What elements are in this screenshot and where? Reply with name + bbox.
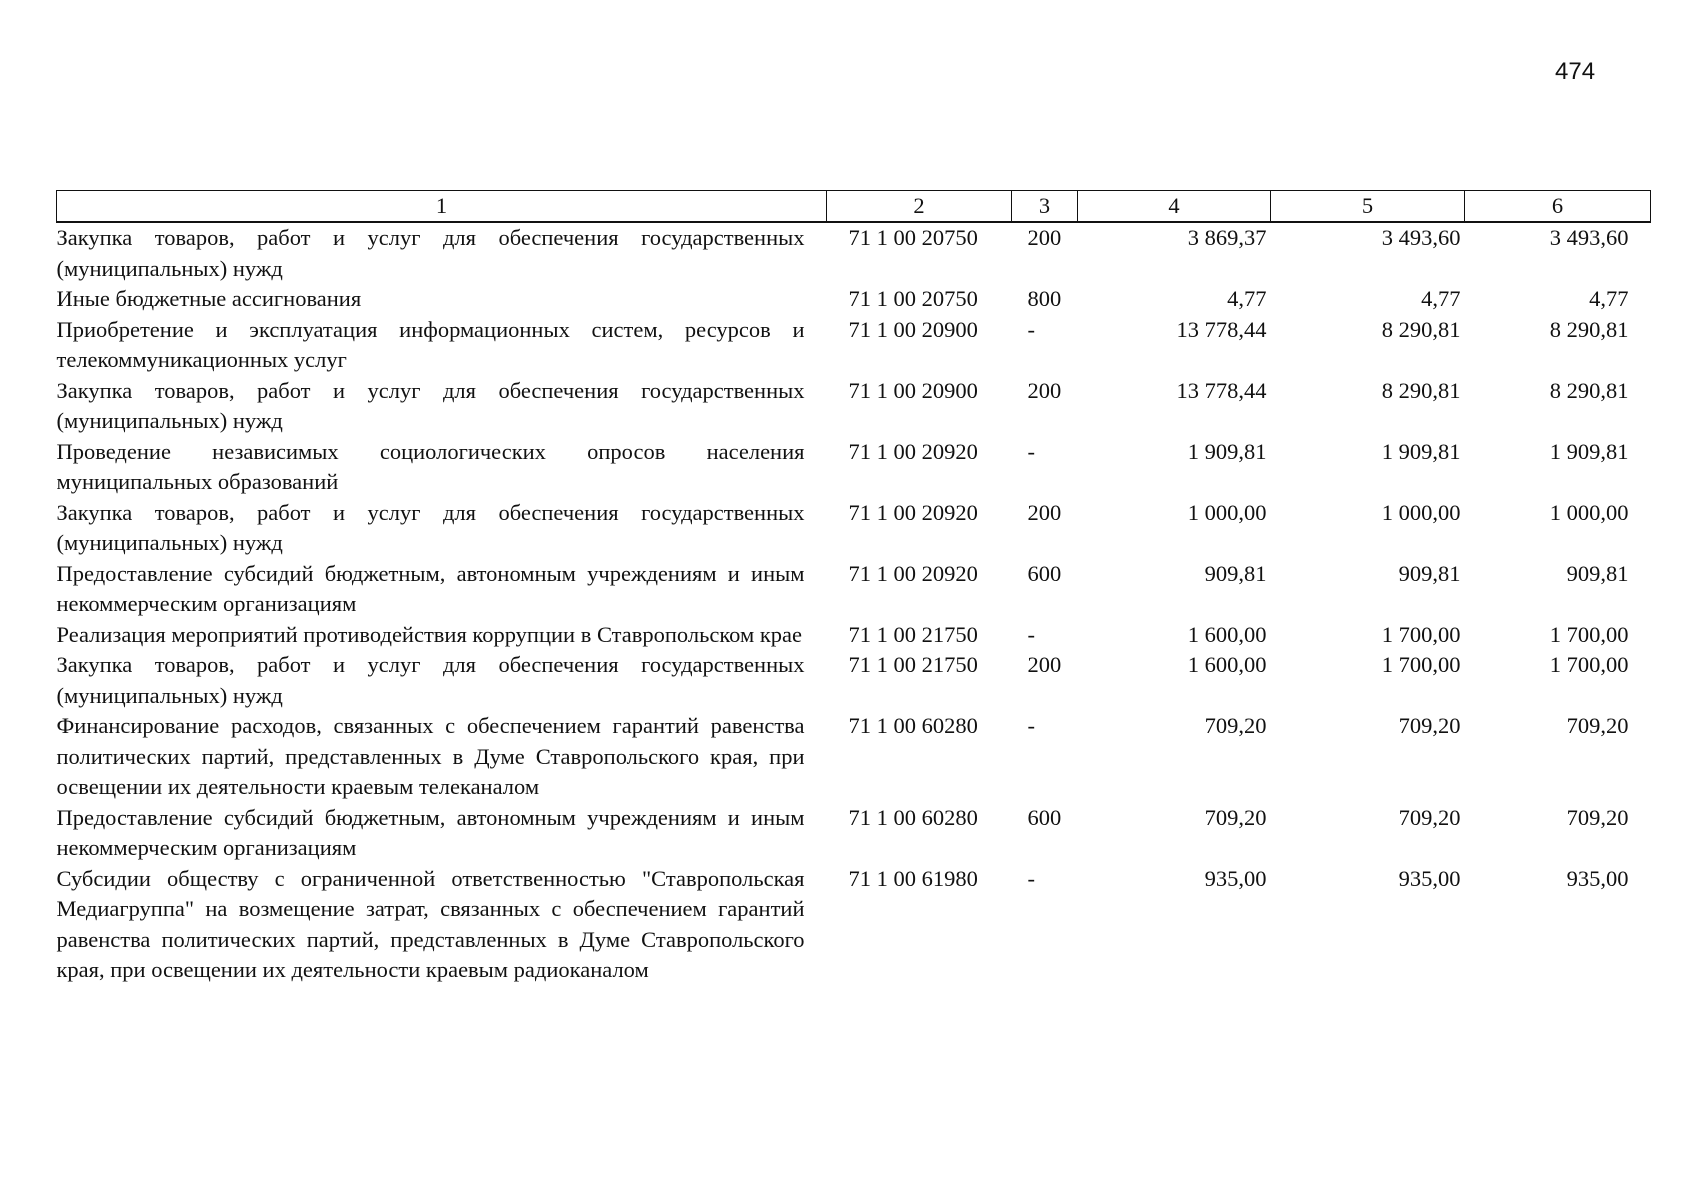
amount-col5-cell: 3 493,60 (1381, 225, 1461, 250)
amount-col4-cell: 909,81 (1204, 560, 1267, 586)
expense-name-cell: Проведение независимых социологических опросов населения муниципальных образований (56, 438, 805, 494)
target-code-cell: 71 1 00 20920 (848, 560, 978, 586)
amount-col5-cell: 709,20 (1398, 804, 1461, 830)
amount-col4-cell: 1 909,81 (1187, 438, 1267, 464)
table-row (57, 864, 1651, 986)
amount-col6-cell: 709,20 (1566, 713, 1629, 738)
column-header-3: 3 (1012, 191, 1078, 223)
header-row (57, 191, 1651, 223)
amount-col4-cell: 709,20 (1204, 713, 1267, 738)
target-code-cell: 71 1 00 60280 (848, 713, 978, 738)
table-row (57, 284, 1651, 315)
expense-type-cell: 200 (1027, 377, 1062, 403)
table-body (57, 222, 1651, 986)
amount-col5-cell: 1 909,81 (1381, 438, 1461, 464)
amount-col5-cell: 1 700,00 (1381, 652, 1461, 677)
amount-col5-cell: 8 290,81 (1381, 316, 1461, 342)
expense-name-cell: Реализация мероприятий противодействия коррупции в Ставропольском крае (56, 621, 802, 647)
amount-col4-cell: 13 778,44 (1176, 316, 1267, 342)
amount-col6-cell: 1 700,00 (1549, 621, 1629, 647)
expense-type-cell: 800 (1027, 286, 1062, 311)
amount-col5-cell: 1 700,00 (1381, 621, 1461, 647)
column-header-1: 1 (57, 191, 827, 223)
amount-col5-cell: 909,81 (1398, 560, 1461, 586)
expense-name-cell: Закупка товаров, работ и услуг для обеспечения государственных (муниципальных) нужд (56, 225, 805, 281)
expense-name-cell: Закупка товаров, работ и услуг для обеспечения государственных (муниципальных) нужд (56, 499, 805, 555)
column-header-6: 6 (1465, 191, 1651, 223)
amount-col6-cell: 935,00 (1566, 865, 1629, 891)
amount-col5-cell: 4,77 (1421, 286, 1461, 311)
table-row (57, 222, 1651, 284)
target-code-cell: 71 1 00 20900 (848, 377, 978, 403)
amount-col6-cell: 1 700,00 (1549, 652, 1629, 677)
table-row (57, 559, 1651, 620)
column-header-5: 5 (1271, 191, 1465, 223)
expense-name-cell: Субсидии обществу с ограниченной ответственностью "Ставропольская Медиагруппа" на возмещение затрат, связанных с обеспечением гарантий равенства политических партий, представленных в Думе Ставропольского края, при освещении их деятельности краевым радиоканалом (56, 865, 805, 982)
amount-col4-cell: 4,77 (1227, 286, 1267, 311)
expense-name-cell: Приобретение и эксплуатация информационных систем, ресурсов и телекоммуникационных услуг (56, 316, 805, 372)
amount-col6-cell: 909,81 (1566, 560, 1629, 586)
target-code-cell: 71 1 00 60280 (848, 804, 978, 830)
column-header-4: 4 (1078, 191, 1271, 223)
expense-name-cell: Закупка товаров, работ и услуг для обеспечения государственных (муниципальных) нужд (56, 652, 805, 708)
expense-type-cell: 200 (1027, 652, 1062, 677)
amount-col6-cell: 4,77 (1589, 286, 1629, 311)
expense-type-cell: - (1027, 621, 1035, 647)
amount-col4-cell: 1 600,00 (1187, 652, 1267, 677)
table-row (57, 498, 1651, 559)
table-row (57, 437, 1651, 498)
expense-name-cell: Предоставление субсидий бюджетным, автономным учреждениям и иным некоммерческим организациям (56, 560, 805, 616)
amount-col5-cell: 709,20 (1398, 713, 1461, 738)
amount-col5-cell: 935,00 (1398, 865, 1461, 891)
target-code-cell: 71 1 00 20900 (848, 316, 978, 342)
amount-col6-cell: 709,20 (1566, 804, 1629, 830)
target-code-cell: 71 1 00 21750 (848, 652, 978, 677)
expense-type-cell: 600 (1027, 560, 1062, 586)
amount-col4-cell: 1 600,00 (1187, 621, 1267, 647)
table-row (57, 803, 1651, 864)
amount-col6-cell: 8 290,81 (1549, 316, 1629, 342)
expense-type-cell: 200 (1027, 225, 1062, 250)
budget-table (56, 190, 1651, 986)
table-row (57, 650, 1651, 711)
target-code-cell: 71 1 00 20920 (848, 438, 978, 464)
amount-col4-cell: 13 778,44 (1176, 377, 1267, 403)
expense-name-cell: Иные бюджетные ассигнования (56, 286, 362, 311)
target-code-cell: 71 1 00 20920 (848, 499, 978, 525)
table-row (57, 315, 1651, 376)
expense-type-cell: 200 (1027, 499, 1062, 525)
target-code-cell: 71 1 00 20750 (848, 286, 978, 311)
expense-name-cell: Предоставление субсидий бюджетным, автономным учреждениям и иным некоммерческим организациям (56, 804, 805, 860)
page-number: 474 (1555, 58, 1596, 85)
amount-col5-cell: 1 000,00 (1381, 499, 1461, 525)
target-code-cell: 71 1 00 21750 (848, 621, 978, 647)
target-code-cell: 71 1 00 61980 (848, 865, 978, 891)
table-row (57, 711, 1651, 803)
expense-type-cell: - (1027, 316, 1035, 342)
expense-type-cell: - (1027, 865, 1035, 891)
expense-name-cell: Финансирование расходов, связанных с обеспечением гарантий равенства политических партий, представленных в Думе Ставропольского края, при освещении их деятельности краевым телеканалом (56, 713, 805, 799)
amount-col6-cell: 1 000,00 (1549, 499, 1629, 525)
expense-type-cell: - (1027, 438, 1035, 464)
target-code-cell: 71 1 00 20750 (848, 225, 978, 250)
amount-col4-cell: 3 869,37 (1187, 225, 1267, 250)
column-header-2: 2 (827, 191, 1012, 223)
amount-col5-cell: 8 290,81 (1381, 377, 1461, 403)
table-row (57, 376, 1651, 437)
amount-col6-cell: 8 290,81 (1549, 377, 1629, 403)
amount-col4-cell: 1 000,00 (1187, 499, 1267, 525)
table-row (57, 620, 1651, 651)
expense-type-cell: 600 (1027, 804, 1062, 830)
amount-col6-cell: 1 909,81 (1549, 438, 1629, 464)
amount-col4-cell: 935,00 (1204, 865, 1267, 891)
expense-type-cell: - (1027, 713, 1035, 738)
amount-col4-cell: 709,20 (1204, 804, 1267, 830)
amount-col6-cell: 3 493,60 (1549, 225, 1629, 250)
expense-name-cell: Закупка товаров, работ и услуг для обеспечения государственных (муниципальных) нужд (56, 377, 805, 433)
